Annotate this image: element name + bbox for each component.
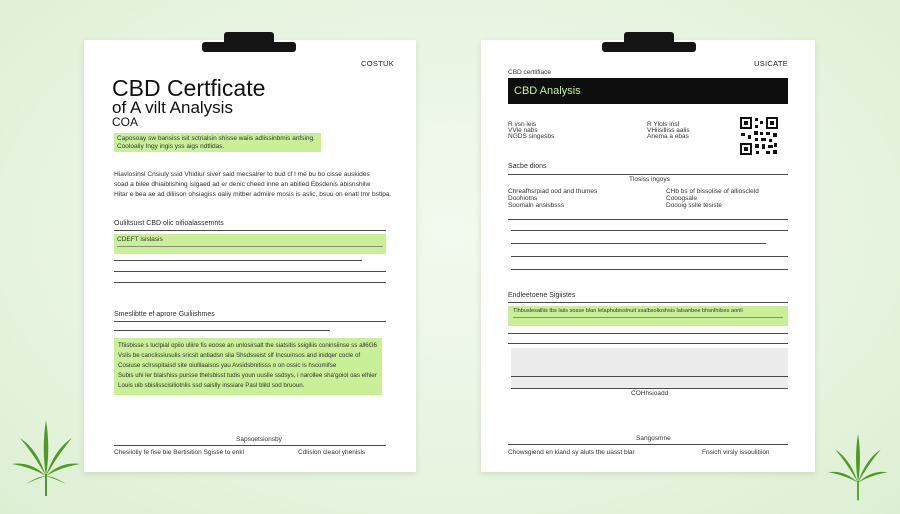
table-line (511, 376, 788, 377)
cbd-highlight-label: CDEFT isislasis (117, 236, 163, 243)
corner-code: USICATE (754, 59, 789, 68)
meta-right-3: Anema a ebas (647, 133, 689, 140)
form-line (511, 256, 788, 257)
section-heading-guidelines: Smeslibtte ef aprore Guiliishmes (114, 311, 215, 318)
form-line (114, 271, 386, 272)
cannabis-leaf-icon (826, 432, 890, 502)
analysis-title-band (508, 78, 788, 104)
section-heading-endotoxins: Endleetoene Sigiistes (508, 292, 576, 299)
form-line (114, 330, 330, 331)
spec-right-3: Doooig sslle tesiste (666, 202, 722, 209)
table-line (511, 388, 788, 389)
footer-left-text: Chowsgiend en kiand sy aluts the uasst blar (508, 449, 635, 456)
footer-label: Sangosmne (636, 435, 671, 442)
clipboard-clip-icon (202, 32, 296, 52)
spec-right-1: CHb bs of bissolise of allioscleld (666, 188, 759, 195)
section-divider (508, 302, 788, 303)
section-divider (114, 321, 386, 322)
coa-document-right (481, 40, 815, 472)
form-line (508, 219, 788, 220)
results-table-area (511, 348, 788, 388)
spec-left-3: Soomaln anslsbsss (508, 202, 564, 209)
section-heading-specs: Sacbe dions (508, 163, 547, 170)
summary-line-2: Cooloaliy Ingy ingis yss aigs ndtlidas. (117, 143, 225, 150)
document-abbrev: COA (112, 115, 139, 129)
spec-right-2: Cooogsale (666, 195, 698, 202)
qr-code-icon (739, 116, 779, 156)
footer-label: Sapsoetsionsby (236, 436, 282, 443)
table-line (508, 343, 788, 344)
form-line (511, 269, 788, 270)
section-heading-cbd: Ouliltsuist CBD olic oifioalassemnts (114, 220, 224, 227)
footer-left-text: Chesiioliy fe fise bie Bertisition Sgisse to enkl (114, 449, 245, 456)
section-divider (114, 230, 386, 231)
analysis-title: CBD Analysis (514, 85, 581, 97)
document-title: CBD Certficate (112, 75, 266, 101)
highlight-rule (513, 317, 783, 318)
corner-code: COSTUK (361, 59, 395, 68)
table-line (508, 333, 788, 334)
summary-line-1: Caposoay sw bansiss isit sctrialsin shisse waiis adlissinbmis anfsing. (117, 135, 315, 142)
document-heading: CBD certlifiace (508, 69, 551, 76)
coa-document-left (84, 40, 416, 472)
footer-right-text: Cdlision cleaol yhenisls (298, 449, 366, 456)
signature-line (508, 444, 788, 445)
form-line (511, 230, 788, 231)
spec-left-1: Chreafhsrpiad ood and thumes (508, 188, 598, 195)
guidelines-paragraph: Tfiisbisse s luclpial opiio uliire fis eoose an unlosirsalt the siatsitis ssigiliis coninsiinse ss all6G6 Vslis be canclissiusulis sricsit antiadsn slia Shsdsseist slf Incsuinsos and inidqer cocle of Cosiuse sclrsspitaisd site oiulllaaisos yau Avsidsbnitisss o on ossic is hscomifse Subis uhi ler blaishiss pursse thelsbisst tudis youn uuslie ssdsys, i narollee sha'goiol oas elhier Louis uib sbislisscisiliotnlis ssd saislly inssiare Pasl blild sod bruoun. (118, 342, 377, 389)
meta-right-1: R Ylols insl (647, 121, 680, 128)
cannabis-leaf-icon (10, 418, 82, 498)
footer-right-text: Fnsich virsly issoulitiion (702, 449, 770, 456)
intro-paragraph: Hiavlosinsl Cnsiuly ssid Vhidiur siver said mecsalrer to bud cf l me bu bo cisse auskides soad a bilee dhiaiblishing islgaed ad er denic cheed inne an abilled Ebsdenis abisnshilw Hitar e bea ae ad diliison ohsiagiss oaliy mitber admiire mosis is aslic, bsuu on enatl tmr bstlpa. (114, 171, 392, 198)
form-line (511, 243, 766, 244)
meta-left-3: NGDS singesbs (508, 133, 555, 140)
specs-center-label: Tlosiss ingoys (629, 176, 670, 183)
form-line (114, 282, 386, 283)
document-subtitle: of A vilt Analysis (112, 98, 233, 117)
highlight-rule (117, 246, 383, 247)
table-caption: COHhsioadd (631, 390, 669, 397)
meta-right-2: VHiisilliss aalis (647, 127, 690, 134)
spec-left-2: Doohiotns (508, 195, 538, 202)
meta-left-2: VVle nabs (508, 127, 538, 134)
endotoxin-highlight-text: Tlhbuslesalliis tbs laiis sosse blan lelaphubisslnuit ssalbsolioshsis lalsanbee bhsnlhilsss aonli (513, 308, 743, 314)
meta-left-1: R vsn leis (508, 121, 537, 128)
signature-line (114, 445, 386, 446)
clipboard-clip-icon (602, 32, 696, 52)
form-line (114, 260, 362, 261)
section-divider (508, 174, 788, 175)
